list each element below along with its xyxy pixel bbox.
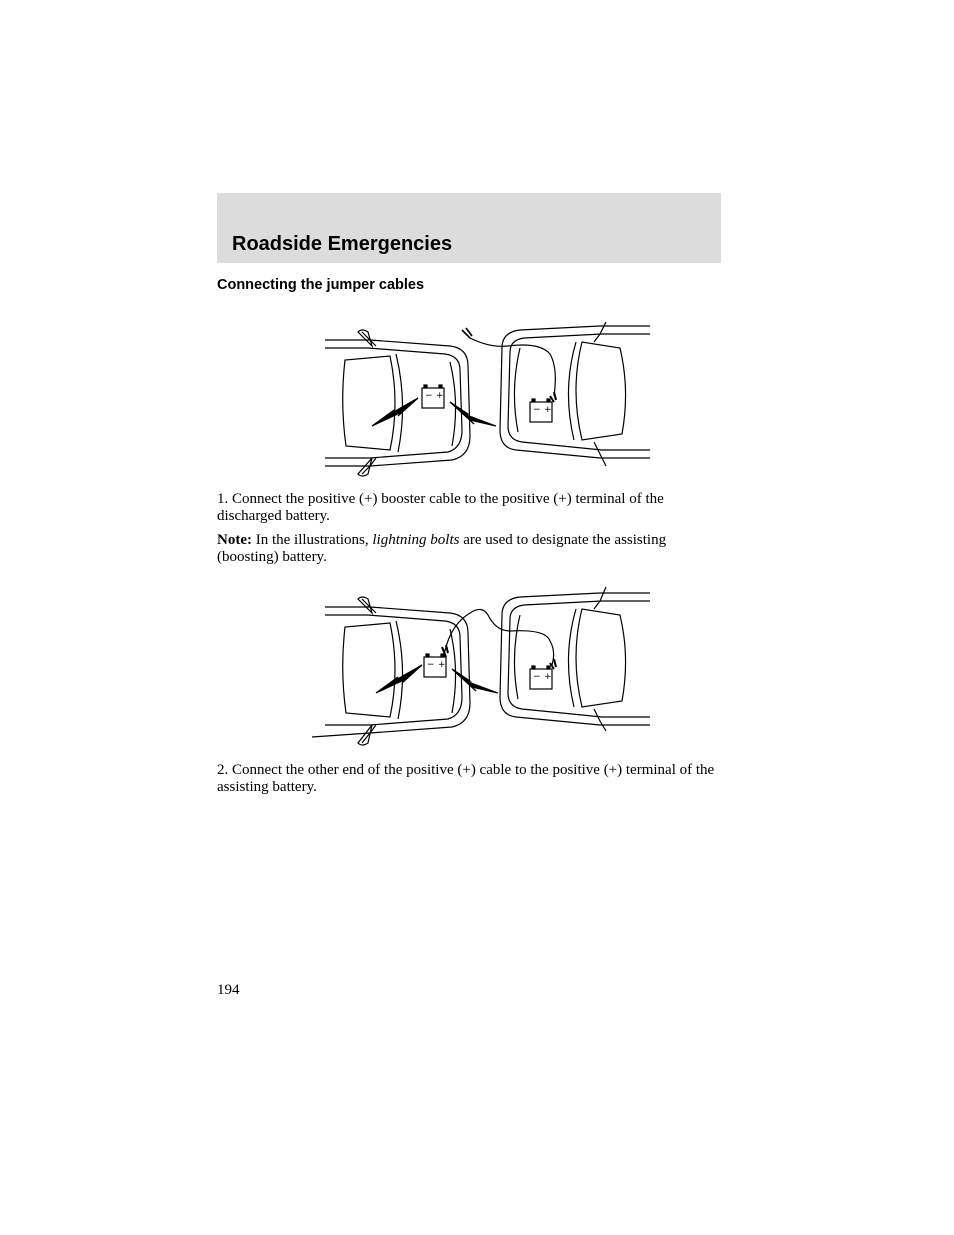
jumper-cable [470, 338, 555, 396]
battery-minus-label: − [533, 405, 541, 415]
battery-plus-label: + [544, 405, 552, 415]
cable-clamp-icon [462, 328, 472, 338]
discharged-battery [422, 385, 444, 408]
lightning-bolt-icon [376, 665, 422, 693]
note-emphasis: lightning bolts [372, 532, 460, 548]
lightning-bolt-icon [450, 402, 496, 426]
assisting-car [500, 587, 650, 731]
discharged-battery [424, 654, 446, 677]
battery-plus-label: + [438, 660, 446, 670]
note-paragraph [217, 532, 721, 566]
jumper-cable-illustration-step1 [310, 318, 655, 478]
battery-minus-label: − [425, 391, 433, 401]
cable-clamp-icon [550, 392, 556, 402]
step1-text: 1. Connect the positive (+) booster cable to the positive (+) terminal of the discharged battery. [217, 491, 664, 524]
battery-minus-label: − [533, 672, 541, 682]
subheading: Connecting the jumper cables [217, 277, 425, 293]
assisting-battery [530, 399, 552, 422]
note-text-after: are used to designate the assisting (boosting) battery. [217, 532, 667, 565]
battery-plus-label: + [436, 391, 444, 401]
assisting-battery [530, 666, 552, 689]
assisting-car [500, 322, 650, 466]
battery-minus-label: − [427, 660, 435, 670]
section-header-band [217, 193, 721, 263]
step2-text: 2. Connect the other end of the positive (+) cable to the positive (+) terminal of the assisting battery. [217, 762, 715, 795]
section-title: Roadside Emergencies [232, 233, 453, 255]
jumper-cable-illustration-step2 [310, 585, 655, 750]
battery-plus-label: + [544, 672, 552, 682]
note-text-before: In the illustrations, [255, 532, 369, 548]
page-number: 194 [217, 982, 240, 998]
discharged-car [325, 330, 470, 476]
note-label: Note: [217, 532, 252, 548]
lightning-bolt-icon [452, 669, 498, 693]
